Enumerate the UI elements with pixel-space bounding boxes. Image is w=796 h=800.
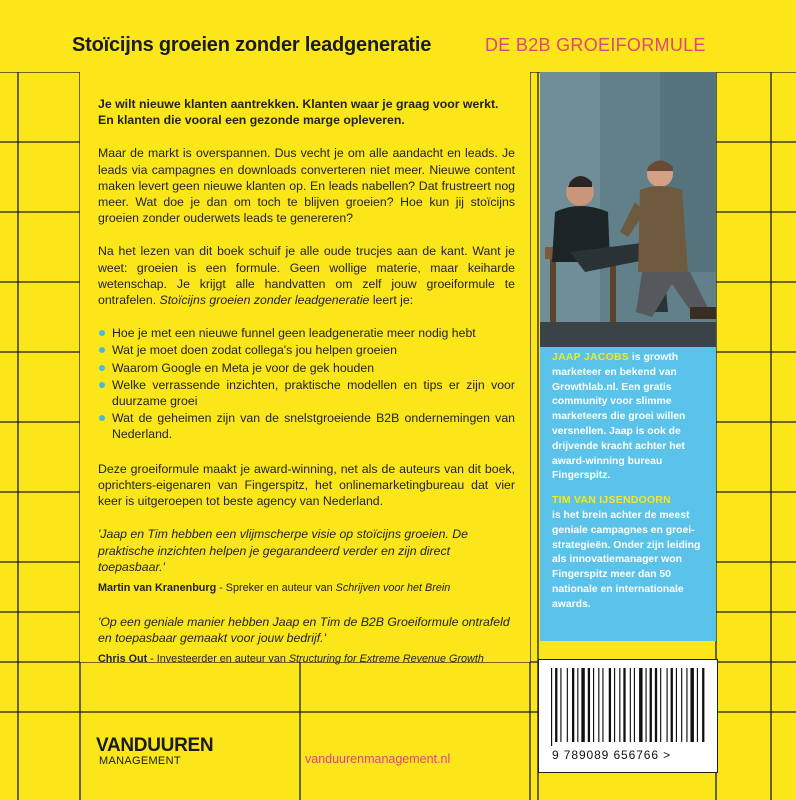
barcode-bar (609, 668, 611, 742)
quote-2: 'Op een geniale manier hebben Jaap en Tim de B2B Groeiformule ontrafeld en toepasbaar gemaakt voor jouw bedrijf.' (98, 614, 510, 646)
barcode-bar (598, 668, 599, 742)
quote-1-role: - Spreker en auteur van (216, 581, 336, 594)
list-item: Welke verrassende inzichten, praktische modellen en tips er zijn voor duurzame groei (98, 377, 515, 409)
barcode-bar (560, 668, 561, 742)
quote-1-author: Martin van Kranenburg (98, 581, 217, 594)
barcode-bar (702, 668, 704, 742)
paragraph-2-end: leert je: (369, 293, 414, 308)
barcode-bar (639, 668, 642, 742)
barcode-bar (619, 668, 620, 742)
quote-1: 'Jaap en Tim hebben een vlijmscherpe visie op stoïcijns groeien. De praktische inzichten helpen je gegarandeerd verder en zijn direct toepasbaar.' (98, 527, 468, 575)
barcode-bar (634, 668, 635, 742)
paragraph-1: Maar de markt is overspannen. Dus vecht je om alle aandacht en leads. Je leads via campagnes en downloads converteren niet meer. Nieuwe content maken levert geen nieuwe klanten op. En leads nabellen? Dat frustreert nog meer. Wat doe je dan om toch te blijven groeien? Hoe kun jij stoïcijns groeien zonder ouderwets leads te genereren? (98, 146, 515, 226)
list-item: Hoe je met een nieuwe funnel geen leadgeneratie meer nodig hebt (98, 325, 515, 341)
author-1-name: JAAP JACOBS (552, 352, 630, 363)
blurb (98, 96, 515, 685)
barcode-bar (588, 668, 590, 742)
list-item: Wat de geheimen zijn van de snelstgroeiende B2B ondernemingen van Nederland. (98, 410, 515, 442)
quote-2-author: Chris Out (98, 652, 148, 665)
barcode-bar (630, 668, 631, 742)
paragraph-2-italic: Stoïcijns groeien zonder leadgeneratie (159, 293, 370, 308)
list-item: Waarom Google en Meta je voor de gek houden (98, 360, 515, 376)
publisher-logo (96, 736, 213, 767)
barcode-bar (650, 668, 652, 742)
barcode-bar (681, 668, 682, 742)
author-1-text: is growth marketeer en bekend van Growthlab.nl. Een gratis community voor slimme marketeers die groei willen versnellen. Jaap is ook de drijvende kracht achter het award-winning bureau Fingerspitz. (552, 352, 686, 482)
barcode-bar (614, 668, 615, 742)
barcode-bar (572, 668, 574, 742)
barcode-bar (602, 668, 603, 742)
barcode-bar (676, 668, 677, 742)
quote-1-book: Schrijven voor het Brein (335, 581, 451, 594)
lead-paragraph: Je wilt nieuwe klanten aantrekken. Klanten waar je graag voor werkt. En klanten die vooral een gezonde marge opleveren. (98, 97, 499, 128)
barcode-bar (577, 668, 578, 742)
author-photo-illustration (540, 72, 716, 347)
quote-2-book: Structuring for Extreme Revenue Growth (288, 652, 484, 665)
barcode-bar (581, 668, 584, 742)
barcode-bar (697, 668, 698, 742)
barcode-bar (555, 668, 557, 742)
paragraph-2 (98, 243, 515, 308)
author-2-bio (552, 494, 712, 612)
quote-2-role: - Investeerder en auteur van (147, 652, 289, 665)
barcode-bar (551, 668, 552, 746)
barcode-bar (660, 668, 661, 742)
barcode-bar (655, 668, 657, 742)
author-2-text: is het brein achter de meest geniale campagnes en groei-strategieën. Onder zijn leiding als innovatiemanager won Fingerspitz meer dan 50 nationale en internationale awards. (552, 509, 701, 610)
barcode-bar (686, 668, 687, 742)
barcode-bars (539, 660, 717, 746)
barcode-bar (567, 668, 568, 742)
list-item: Wat je moet doen zodat collega's jou helpen groeien (98, 342, 515, 358)
author-bios (552, 351, 712, 623)
logo-sub: MANAGEMENT (99, 755, 181, 767)
closing-paragraph: Deze groeiformule maakt je award-winning, net als de auteurs van dit boek, oprichters-eigenaren van Fingerspitz, het onlinemarketingbureau dat vier keer is uitgeroepen tot beste agency van Nederland. (98, 461, 515, 509)
barcode-bar (671, 668, 673, 742)
author-2-name: TIM VAN IJSENDOORN (552, 495, 671, 507)
barcode-bar (646, 668, 647, 742)
paragraph-2-start: Na het lezen van dit boek schuif je alle oude trucjes aan de kant. Want je weet: groeien is een formule. Geen wollige materie, maar keiharde wetenschap. Je krijgt alle handvatten om zelf jouw groeiformule te ontrafelen. (98, 244, 515, 308)
barcode-bar (667, 668, 668, 742)
quote-1-attribution (98, 580, 515, 596)
book-title: Stoïcijns groeien zonder leadgeneratie (72, 34, 432, 56)
benefits-list (98, 325, 515, 442)
author-1-bio (552, 351, 712, 484)
publisher-website[interactable]: vanduurenmanagement.nl (305, 752, 451, 766)
author-photo (540, 72, 716, 347)
quote-2-attribution (98, 651, 515, 667)
isbn-number: 9 789089 656766 > (552, 748, 672, 762)
barcode-bar (690, 668, 693, 742)
barcode-bar (593, 668, 594, 742)
logo-main: VANDUUREN (96, 735, 214, 756)
book-subtitle: DE B2B GROEIFORMULE (485, 35, 706, 55)
barcode-bar (623, 668, 625, 742)
